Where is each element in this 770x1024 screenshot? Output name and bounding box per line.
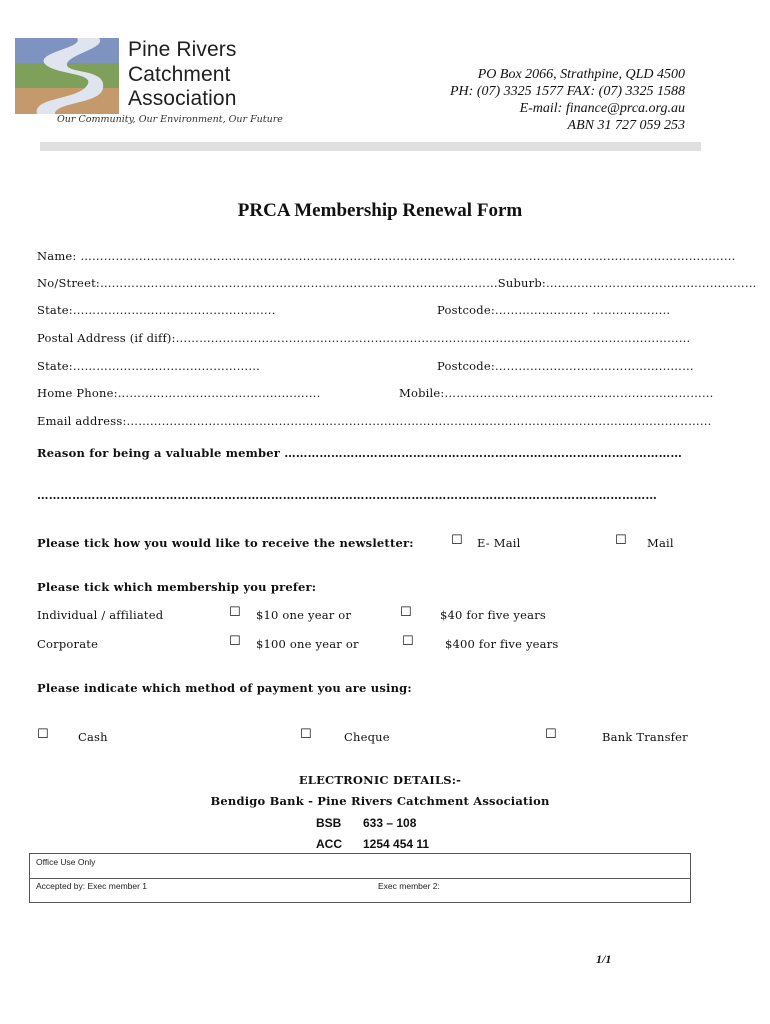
email-checkbox[interactable]: ☐: [451, 533, 463, 548]
home-phone-field[interactable]: Home Phone:…………………………………………….: [37, 386, 321, 400]
individual-label: Individual / affiliated: [37, 608, 164, 622]
postal-address: PO Box 2066, Strathpine, QLD 4500: [477, 67, 685, 82]
cash-label: Cash: [78, 730, 108, 744]
individual-5yr-label: $40 for five years: [440, 608, 546, 622]
exec-member-2-field[interactable]: Exec member 2:: [378, 881, 440, 891]
contact-email: E-mail: finance@prca.org.au: [519, 101, 685, 116]
page-number: 1/1: [596, 952, 612, 966]
individual-5yr-checkbox[interactable]: ☐: [400, 605, 412, 620]
street-suburb-field[interactable]: No/Street:…………………………………………………………………………………………Suburb:………………………………………………: [37, 276, 757, 290]
bank-transfer-checkbox[interactable]: ☐: [545, 727, 557, 742]
corporate-1yr-checkbox[interactable]: ☐: [229, 634, 241, 649]
mail-option-label: Mail: [647, 536, 674, 550]
contact-block: [450, 66, 685, 134]
phone-fax: PH: (07) 3325 1577 FAX: (07) 3325 1588: [450, 84, 685, 99]
corporate-label: Corporate: [37, 637, 99, 651]
postcode-field[interactable]: Postcode:…………………… ………………..: [437, 303, 671, 317]
postal-state-field[interactable]: State:…………………………………………: [37, 359, 261, 373]
office-use-title: Office Use Only: [36, 857, 96, 867]
cheque-checkbox[interactable]: ☐: [300, 727, 312, 742]
office-use-header-row: [30, 854, 690, 879]
state-field[interactable]: State:…………………………………………….: [37, 303, 276, 317]
email-field[interactable]: Email address:……………………………………………………………………………………………………………………………………: [37, 414, 712, 428]
acc-label: ACC: [316, 837, 342, 851]
corporate-5yr-label: $400 for five years: [445, 637, 559, 651]
org-name-line-3: Association: [128, 87, 237, 110]
corporate-1yr-label: $100 one year or: [256, 637, 359, 651]
postal-postcode-field[interactable]: Postcode:……………………………………………: [437, 359, 694, 373]
name-field[interactable]: Name: ……………………………………………………………………………………………………………………………………………………: [37, 249, 736, 263]
mobile-field[interactable]: Mobile:……………………………………………………………: [399, 386, 714, 400]
individual-1yr-checkbox[interactable]: ☐: [229, 605, 241, 620]
org-name-line-2: Catchment: [128, 62, 231, 86]
mail-checkbox[interactable]: ☐: [615, 533, 627, 548]
reason-continued-field[interactable]: ……………………………………………………………………………………………………………………………………………: [37, 488, 658, 502]
abn: ABN 31 727 059 253: [567, 118, 685, 133]
accepted-by-field[interactable]: Accepted by: Exec member 1: [36, 881, 148, 891]
bank-name: Bendigo Bank - Pine Rivers Catchment Association: [210, 794, 550, 808]
organization-name: [128, 38, 237, 112]
form-title: PRCA Membership Renewal Form: [237, 200, 523, 221]
bsb-label: BSB: [316, 816, 342, 830]
postal-address-field[interactable]: Postal Address (if diff):……………………………………………………………………………………………………………………: [37, 331, 691, 345]
reason-field[interactable]: Reason for being a valuable member …………………………………………………………………………………………: [37, 446, 683, 460]
bank-transfer-label: Bank Transfer: [602, 730, 688, 744]
corporate-5yr-checkbox[interactable]: ☐: [402, 634, 414, 649]
cash-checkbox[interactable]: ☐: [37, 727, 49, 742]
acc-value: 1254 454 11: [363, 837, 430, 851]
membership-question: Please tick which membership you prefer:: [37, 580, 317, 594]
individual-1yr-label: $10 one year or: [256, 608, 352, 622]
header-divider: [40, 142, 701, 151]
electronic-details-heading: ELECTRONIC DETAILS:-: [298, 773, 462, 787]
bsb-value: 633 – 108: [363, 816, 417, 830]
payment-question: Please indicate which method of payment you are using:: [37, 681, 412, 695]
newsletter-question: Please tick how you would like to receive the newsletter:: [37, 536, 414, 550]
office-use-box: [29, 853, 691, 903]
cheque-label: Cheque: [344, 730, 390, 744]
org-name-line-1: Pine Rivers: [128, 38, 237, 61]
tagline: Our Community, Our Environment, Our Future: [57, 114, 283, 125]
logo-image: [15, 38, 119, 114]
email-option-label: E- Mail: [477, 536, 521, 550]
